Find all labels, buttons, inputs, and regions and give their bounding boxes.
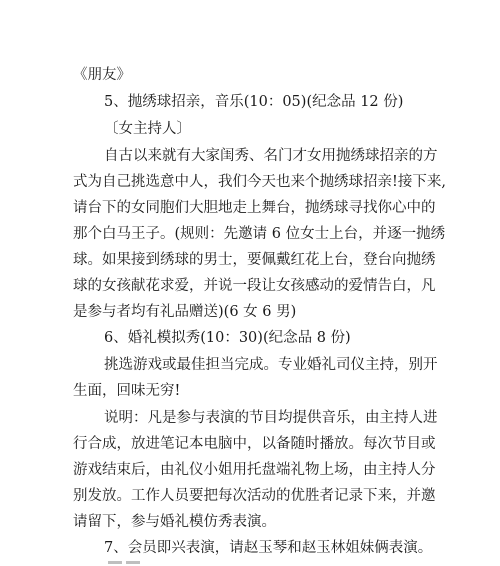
paragraph-line: 球的女孩献花求爱，并说一段让女孩感动的爱情告白，凡 [73,278,436,294]
section-heading: 7、会员即兴表演，请赵玉琴和赵玉林姐妹俩表演。 [104,540,433,556]
section-heading: 5、抛绣球招亲，音乐(10：05)(纪念品 12 份) [104,94,404,110]
paragraph-line: 自古以来就有大家闺秀、名门才女用抛绣球招亲的方 [104,148,438,164]
paragraph-line: 那个白马王子。(规则：先邀请 6 位女士上台，并逐一抛绣 [73,226,446,242]
paragraph-line: 说明：凡是参与表演的节目均提供音乐，由主持人进 [104,410,438,426]
text-line: 《朋友》 [73,67,131,83]
paragraph-line: 别发放。工作人员要把每次活动的优胜者记录下来，并邀 [73,488,436,504]
paragraph-line: 行合成，放进笔记本电脑中，以备随时播放。每次节目或 [73,436,436,452]
paragraph-line: 请留下，参与婚礼模仿秀表演。 [73,514,276,530]
paragraph-line: 式为自己挑选意中人，我们今天也来个抛绣球招亲!接下来, [73,174,446,190]
section-heading: 6、婚礼模拟秀(10：30)(纪念品 8 份) [104,330,351,346]
paragraph-line: 挑选游戏或最佳担当完成。专业婚礼司仪主持，别开 [104,357,438,373]
text-line: 〔女主持人〕 [104,121,191,137]
paragraph-line: 游戏结束后，由礼仪小姐用托盘端礼物上场，由主持人分 [73,462,436,478]
paragraph-line: 请台下的女同胞们大胆地走上舞台，抛绣球寻找你心中的 [73,200,436,216]
paragraph-line: 是参与者均有礼品赠送)(6 女 6 男) [73,304,297,320]
paragraph-line: 生面，回味无穷! [73,383,181,399]
paragraph-line: 球。如果接到绣球的男士，要佩戴红花上台，登台向抛绣 [73,252,436,268]
cut-off-line-fragment [108,557,158,566]
